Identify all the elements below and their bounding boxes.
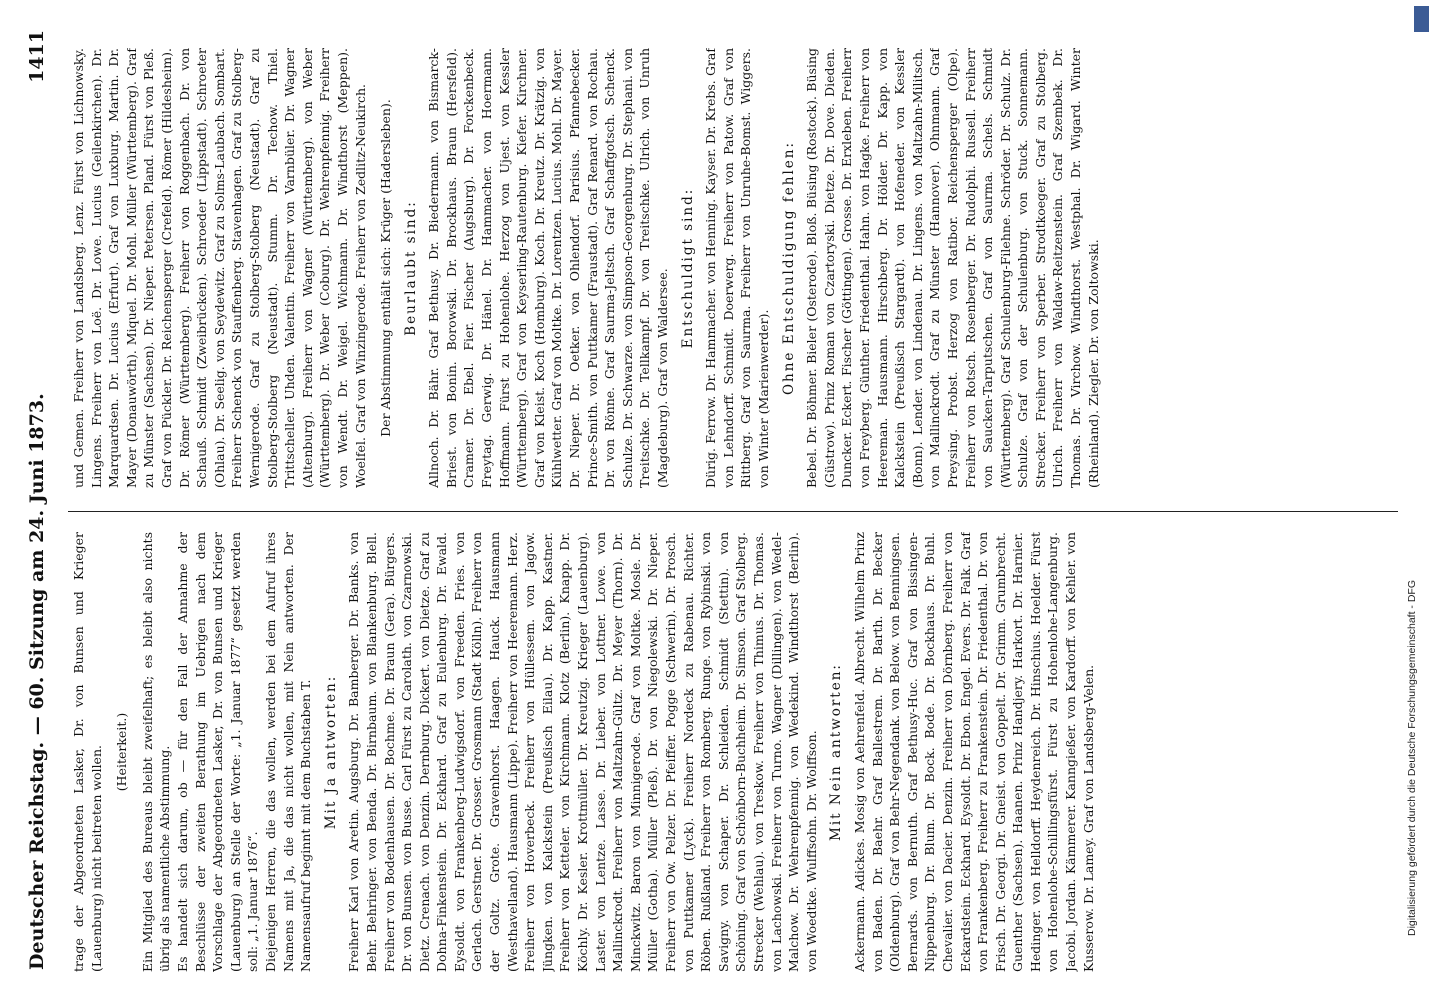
laughter-note: (Heiterkeit.) — [114, 712, 130, 792]
abstain-note: Der Abstimmung enthält sich: Krüger (Hadersleben). — [378, 99, 394, 437]
ja-heading: Mit Ja antworten: — [322, 674, 339, 830]
nein-list: Ackermann. Adickes. Mosig von Aehrenfeld. Albrecht. Wilhelm Prinz von Baden. Dr. Baehr. Graf Ballestrem. Dr. Barth. Dr. Becker (Oldenburg). Graf von Behr-Negendank. von Below. von Benningsen. Bernards. von Bernuth. Graf Bethusy-Huc. Graf von Bissingen-Nippenburg. Dr. Blum. Dr. Bock. Bode. Dr. Bockhaus. Dr. Buhl. Chevalier. von Dacier. Denzin. Freiherr von Dörnberg. Freiherr von Eckardstein. Eckhard. Eysoldt. Dr. Ebon. Engel. Evers. Dr. Falk. Graf von Frankenberg. Freiherr zu Frankenstein. Dr. Friedenthal. Dr. von Frisch. Dr. Georgi. Dr. Gneist. von Goppelt. Dr. Grimm. Grumbrecht. Guenther (Sachsen). Haanen. Prinz Handjery. Harkort. Dr. Harnier. Hedinger. von Helldorff. Heydenreich. Dr. Hinschius. Hoelder. Fürst von Hohenlohe-Schillingsfürst. Fürst zu Hohenlohe-Langenburg. Jacobi. Jordan. Kämmerer. Kanngießer. von Kardorff. von Kehler. von Kusserow. Dr. Lamey. Graf von Landsberg-Velen. — [851, 532, 1096, 972]
dfg-credit-strip — [1406, 0, 1432, 1000]
ohne-list: Bebel. Dr. Böhmer. Bieler (Osterode). Bloß. Büsing (Rostock). Büsing (Güstrow). Prinz Roman von Czartoryski. Dietze. Dr. Dove. Dieden. Duncker. Eckert. Fischer (Göttingen). Grosse. Dr. Erxleben. Freiherr von Freyberg. Günther. Friedenthal. Hahn. von Hagke. Freiherr von Heereman. Hausmann. Hirschberg. Dr. Hölder. Dr. Kapp. von Kalckstein (Preußisch Stargardt). von Hofeneder. von Kessler (Bonn). Lender. von Lindenau. Dr. Lingens. von Maltzahn-Militsch. von Mallinckrodt. Graf zu Münster (Hannover). Ohnmann. Graf Preysing. Probst. Herzog von Ratibor. Reichensperger (Olpe). Freiherr von Rotsch. Rosenberger. Dr. Rudolphi. Russell. Freiherr von Saucken-Tarputschen. Graf von Saurma. Schels. Schmidt (Württemberg). Graf Schulenburg-Filehne. Schröder. Dr. Schulz. Dr. Schulze. Graf von der Schulenburg. von Stuck. Sonnemann. Strecker. Freiherr von Sperber. Strodtkoeger. Graf zu Stolberg. Ulrich. Freiherr von Waldaw-Reitzenstein. Graf Szembek. Dr. Thomas. Dr. Virchow. Windthorst. Westphal. Dr. Wigard. Winter (Rheinland). Ziegler. Dr. von Zoltowski. — [804, 48, 1101, 488]
dfg-credit-text: Digitalisierung gefördert durch die Deutsche Forschungsgemeinschaft - DFG — [1406, 579, 1418, 936]
paragraph-procedure: Diejenigen Herren, die das wollen, werden bei dem Aufruf ihres Namens mit Ja, die das nicht wollen, mit Nein antworten. Der Namensaufruf beginnt mit dem Buchstaben T. — [262, 532, 314, 972]
paragraph-bureau: Ein Mitglied des Bureaus bleibt zweifelhaft; es bleibt also nichts übrig als namentliche Abstimmung. — [139, 532, 173, 972]
column-divider — [68, 511, 1398, 512]
paragraph-question: Es handelt sich darum, ob — für den Fall der Annahme der Beschlüsse der zweiten Berathung im Uebrigen nach dem Vorschlage der Abgeordneten Lasker, Dr. von Bunsen und Krieger (Lauenburg) an Stelle der Worte: „1. Januar 1877“ gesetzt werden soll: „1. Januar 1876“. — [174, 532, 261, 972]
page-number: 1411 — [26, 30, 48, 83]
entschuldigt-list: Dürig. Ferrow. Dr. Hammacher. von Henning. Kayser. Dr. Krebs. Graf von Lehndorff. Schmidt. Doerwerg. Freiherr von Patow. Graf von Rittberg. Graf von Saurma. Freiherr von Unruhe-Bomst. Wiggers. von Winter (Marienwerder). — [703, 48, 771, 488]
ohne-heading: Ohne Entschuldigung fehlen: — [780, 140, 797, 396]
nein-list-continued: und Gemen. Freiherr von Landsberg. Lenz. Fürst von Lichnowsky. Lingens. Freiherr von Loë. Dr. Lowe. Lucius (Geilenkirchen). Dr. Marquardsen. Dr. Lucius (Erfurt). Graf von Luxburg. Martin. Dr. Mayer (Donauwörth). Miquel. Dr. Mohl. Müller (Württemberg). Graf zu Münster (Sachsen). Dr. Nieper. Petersen. Pland. Fürst von Pleß. Graf von Pückler. Dr. Reichensperger (Crefeld). Römer (Hildesheim). Dr. Römer (Württemberg). Freiherr von Roggenbach. Dr. von Schauß. Schmidt (Zweibrücken). Schroeder (Lippstadt). Schroeter (Ohlau). Dr. Seelig. von Seydewitz. Graf zu Solms-Laubach. Sombart. Freiherr Schenck von Stauffenberg. Stavenhagen. Graf zu Stolberg-Wernigerode. Graf zu Stolberg-Stolberg (Neustadt). Graf zu Stolberg-Stolberg (Neustadt). Stumm. Dr. Techow. Thiel. Trittscheller. Uhden. Valentin. Freiherr von Varnbüler. Dr. Wagner (Altenburg). Freiherr von Wagner (Württemberg). von Weber (Württemberg). Dr. Weber (Coburg). Dr. Wehrenpfennig. Freiherr von Wendt. Dr. Weigel. Wichmann. Dr. Windthorst (Meppen). Woelfel. Graf von Winzingerode. Freiherr von Zedlitz-Neukirch. — [71, 48, 368, 488]
intro-paragraph: trage der Abgeordneten Lasker, Dr. von Bunsen und Krieger (Lauenburg) nicht beitreten wollen. — [71, 532, 104, 972]
left-column — [70, 532, 1390, 972]
entschuldigt-heading: Entschuldigt sind: — [679, 187, 696, 349]
page-header — [26, 30, 52, 970]
beurlaubt-list: Allnoch. Dr. Bähr. Graf Bethusy. Dr. Biedermann. von Bismarck-Briest. von Bonin. Borowski. Dr. Brockhaus. Braun (Hersfeld). Cramer. Dr. Ebel. Fier. Fischer (Augsburg). Dr. Forckenbeck. Freytag. Gerwig. Dr. Hänel. Dr. Hammacher. von Hoermann. Hoffmann. Fürst zu Hohenlohe. Herzog von Ujest. von Kessler (Württemberg). Graf von Keyserling-Rautenburg. Kiefer. Kirchner. Graf von Kleist. Koch (Homburg). Koch. Dr. Kreutz. Dr. Krätzig. von Kühlwetter. Graf von Moltke. Dr. Lorentzen. Lucius. Mohl. Dr. Mayer. Dr. Nieper. Dr. Oetker. von Ohlendorf. Parisius. Pfannebecker. Prince-Smith. von Puttkamer (Fraustadt). Graf Renard. von Rochau. Dr. von Rönne. Graf Saurma-Jeltsch. Graf Schaffgotsch. Schenck. Schulze. Dr. Schwarze. von Simpson-Georgenburg. Dr. Stephani. von Treitschke. Dr. Tellkampf. Dr. von Treitschke. Ulrich. von Unruh (Magdeburg). Graf von Waldersee. — [426, 48, 670, 488]
right-column — [70, 48, 1390, 488]
beurlaubt-heading: Beurlaubt sind: — [402, 200, 419, 336]
ja-list: Freiherr Karl von Aretin. Augsburg. Dr. Bamberger. Dr. Banks. von Behr. Behringer. von Benda. Dr. Birnbaum. von Blankenburg. Blell. Freiherr von Bodenhausen. Dr. Bochme. Dr. Braun (Gera). Bürgers. Dr. von Bunsen. von Busse. Carl Fürst zu Carolath. von Czarnowski. Dietz. Crenach. von Denzin. Dernburg. Dickert. von Dietze. Graf zu Dohna-Finkenstein. Dr. Eckhard. Graf zu Eulenburg. Dr. Ewald. Eysoldt. von Frankenberg-Ludwigsdorf. von Freeden. Fries. von Gerlach. Gerstner. Dr. Grosser. Grosmann (Stadt Kölln). Freiherr von der Goltz. Grote. Gravenhorst. Haagen. Hauck. Hausmann (Westhavelland). Hausmann (Lippe). Freiherr von Heeremann. Herz. Freiherr von Hoverbeck. Freiherr von Hüllessem. von Jagow. Jüngken. von Kalckstein (Preußisch Eilau). Dr. Kapp. Kastner. Freiherr von Ketteler. von Kirchmann. Klotz (Berlin). Knapp. Dr. Köchly. Dr. Kesler. Krottmüller. Dr. Kreutzig. Krieger (Lauenburg). Laster. von Lentze. Lasse. Dr. Lieber. von Lottner. Lowe. von Mallinckrodt. Freiherr von Maltzahn-Gültz. Dr. Meyer (Thorn). Dr. Minckwitz. Baron von Minnigerode. Graf von Moltke. Mosle. Dr. Müller (Gotha). Müller (Pleß). Dr. von Niegolewski. Dr. Nieper. Freiherr von Ow. Pelzer. Dr. Pfeiffer. Pogge (Schwerin). Dr. Prosch. von Puttkamer (Lyck). Freiherr Nordeck zu Rabenau. Richter. Röben. Rußland. Freiherr von Romberg. Runge. von Rybinski. von Savigny. von Schaper. Dr. Schleiden. Schmidt (Stettin). von Schöning. Graf von Schönborn-Buchheim. Dr. Simson. Graf Stolberg. Strecker (Wehlau). von Treskow. Freiherr von Thimus. Dr. Thomas. von Lachowski. Freiherr von Turno. Wagner (Dillingen). von Wedel-Malchow. Dr. Wehrenpfennig. von Wedekind. Windthorst (Berlin). von Woedtke. Wulffsohn. Dr. Wolffson. — [346, 532, 819, 972]
nein-heading: Mit Nein antworten: — [828, 663, 845, 841]
running-title: Deutscher Reichstag. — 60. Sitzung am 24. Juni 1873. — [26, 393, 48, 970]
dfg-logo-icon — [1414, 6, 1429, 32]
